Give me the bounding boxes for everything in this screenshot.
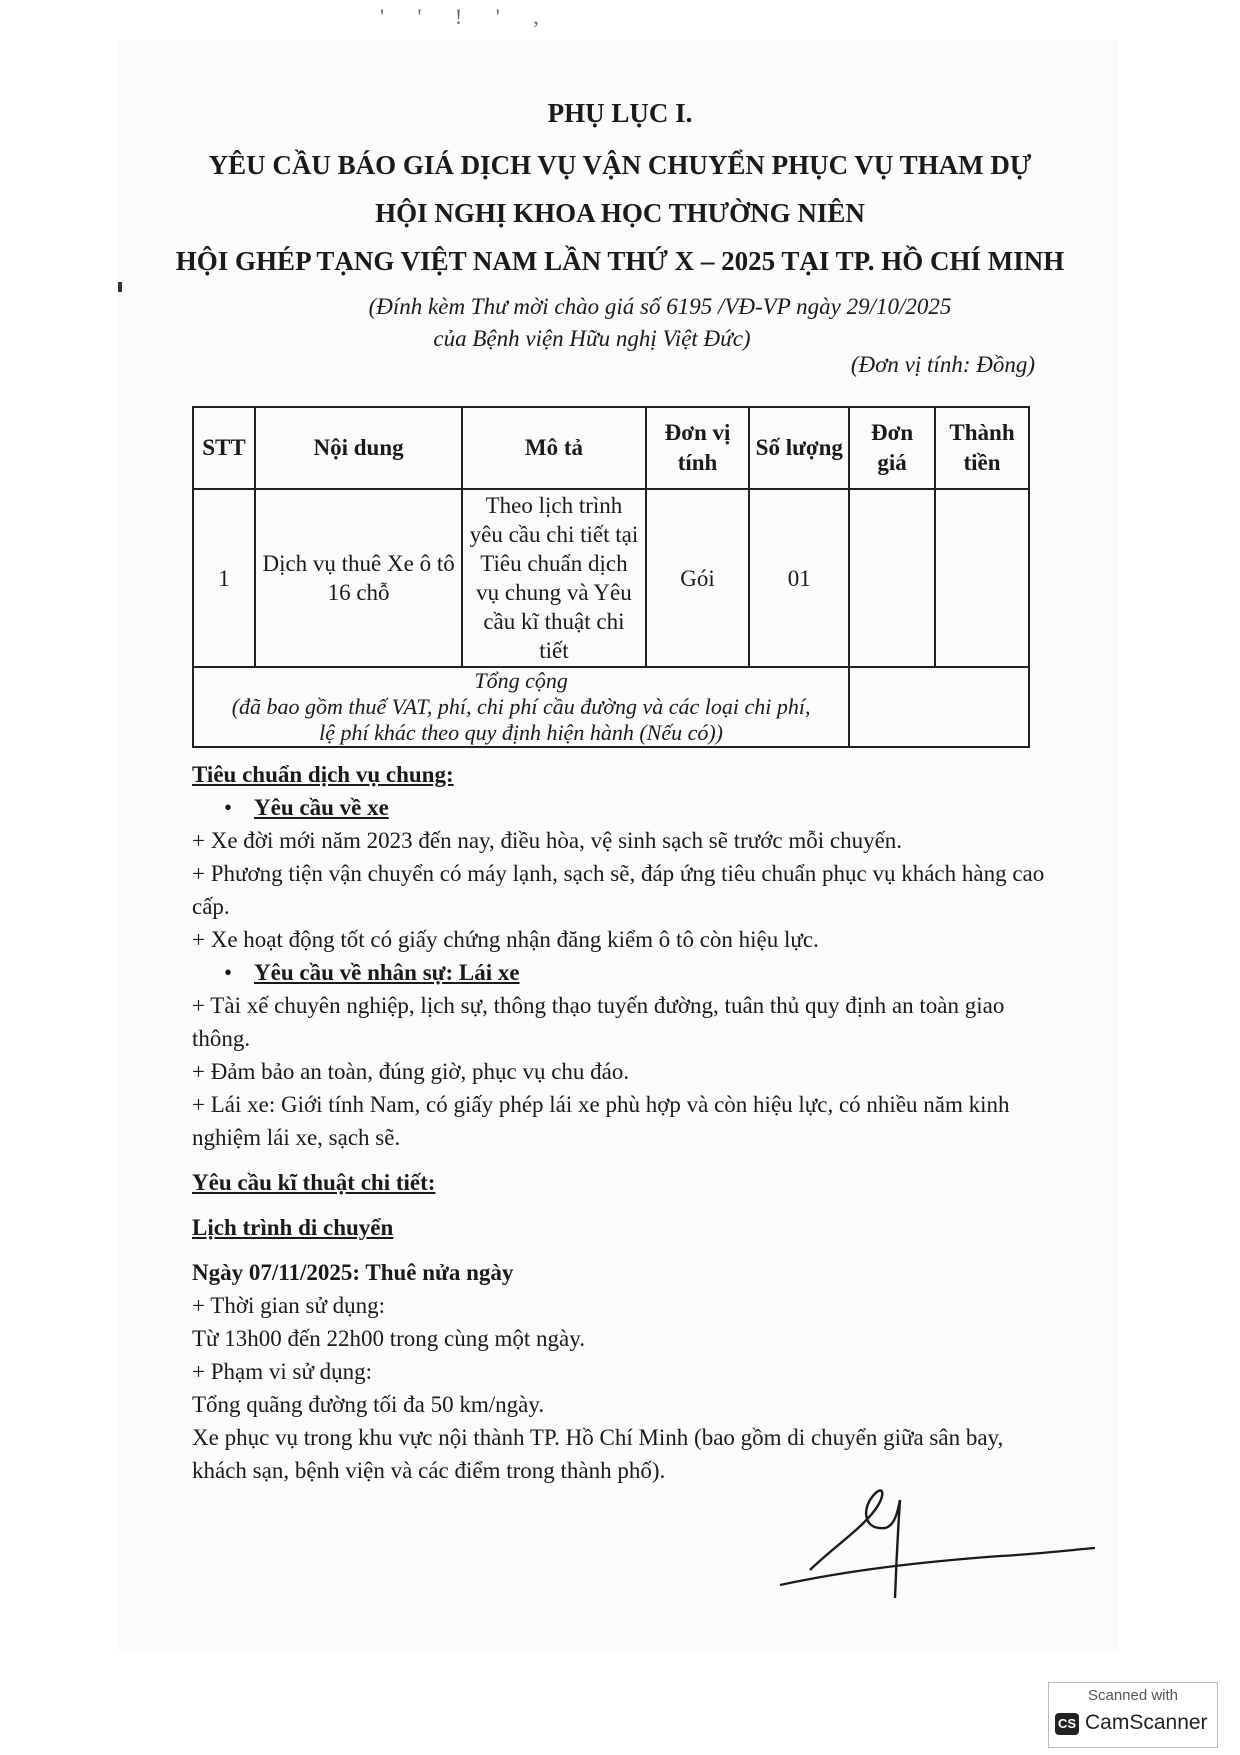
total-note-line-2: lệ phí khác theo quy định hiện hành (Nếu có)) <box>319 720 724 745</box>
technical-line: Tổng quãng đường tối đa 50 km/ngày. <box>192 1392 545 1417</box>
bullet-icon: • <box>224 795 233 820</box>
technical-line: Từ 13h00 đến 22h00 trong cùng một ngày. <box>192 1326 585 1351</box>
total-label: Tổng cộng <box>474 668 568 693</box>
bullet-icon: • <box>224 960 233 985</box>
currency-unit: (Đơn vị tính: Đồng) <box>850 352 1035 377</box>
cell-stt: 1 <box>193 489 255 667</box>
header-quantity: Số lượng <box>749 407 849 489</box>
header-stt: STT <box>193 407 255 489</box>
technical-line: + Thời gian sử dụng: <box>192 1293 386 1318</box>
cell-quantity: 01 <box>749 489 849 667</box>
table-total-row <box>193 667 1029 747</box>
watermark-text-top: Scanned with <box>1087 1687 1179 1704</box>
technical-title: Yêu cầu kĩ thuật chi tiết: <box>192 1170 436 1195</box>
camscanner-logo-icon: CS <box>1055 1713 1079 1735</box>
table-header-row <box>193 407 1029 489</box>
cell-unit: Gói <box>646 489 750 667</box>
cell-description: Theo lịch trình yêu cầu chi tiết tại Tiêu chuẩn dịch vụ chung và Yêu cầu kĩ thuật chi tiết <box>462 489 645 667</box>
general-standards-section <box>192 758 1052 1487</box>
technical-line: + Phạm vi sử dụng: <box>192 1359 373 1384</box>
watermark-brand: CamScanner <box>1085 1711 1208 1734</box>
document-title-line-2: HỘI NGHỊ KHOA HỌC THƯỜNG NIÊN <box>375 198 865 228</box>
handwritten-signature <box>770 1470 1100 1610</box>
attachment-note-line-2: của Bệnh viện Hữu nghị Việt Đức) <box>433 326 751 351</box>
itinerary-title: Lịch trình di chuyển <box>192 1215 394 1240</box>
vehicle-item: + Xe hoạt động tốt có giấy chứng nhận đăng kiểm ô tô còn hiệu lực. <box>192 927 819 952</box>
header-amount: Thành tiền <box>935 407 1029 489</box>
staff-item: + Tài xế chuyên nghiệp, lịch sự, thông thạo tuyến đường, tuân thủ quy định an toàn giao thông. <box>192 993 1005 1051</box>
cell-content: Dịch vụ thuê Xe ô tô 16 chỗ <box>255 489 462 667</box>
attachment-note-line-1: (Đính kèm Thư mời chào giá số 6195 /VĐ-VP ngày 29/10/2025 <box>368 294 952 319</box>
total-value-cell <box>849 667 1029 747</box>
document-title-line-3: HỘI GHÉP TẠNG VIỆT NAM LẦN THỨ X – 2025 TẠI TP. HỒ CHÍ MINH <box>175 246 1065 276</box>
vehicle-item: + Phương tiện vận chuyển có máy lạnh, sạch sẽ, đáp ứng tiêu chuẩn phục vụ khách hàng cao cấp. <box>192 861 1045 919</box>
scan-noise-dot <box>118 282 122 292</box>
staff-item: + Lái xe: Giới tính Nam, có giấy phép lái xe phù hợp và còn hiệu lực, có nhiều năm kinh nghiệm lái xe, sạch sẽ. <box>192 1092 1010 1150</box>
table-row <box>193 489 1029 667</box>
staff-item: + Đảm bảo an toàn, đúng giờ, phục vụ chu đáo. <box>192 1059 630 1084</box>
camscanner-watermark <box>1048 1682 1218 1748</box>
document-title-line-1: YÊU CẦU BÁO GIÁ DỊCH VỤ VẬN CHUYỂN PHỤC VỤ THAM DỰ <box>208 150 1032 180</box>
scan-noise: ' ' ! ' , <box>380 4 553 29</box>
day-heading: Ngày 07/11/2025: Thuê nửa ngày <box>192 1260 514 1285</box>
cell-unit-price <box>849 489 935 667</box>
header-unit: Đơn vị tính <box>646 407 750 489</box>
technical-line: Xe phục vụ trong khu vực nội thành TP. Hồ Chí Minh (bao gồm di chuyển giữa sân bay, khách sạn, bệnh viện và các điểm trong thành phố). <box>192 1425 1004 1483</box>
header-content: Nội dung <box>255 407 462 489</box>
general-standards-title: Tiêu chuẩn dịch vụ chung: <box>192 762 454 787</box>
header-description: Mô tả <box>462 407 645 489</box>
vehicle-heading: Yêu cầu về xe <box>254 795 389 820</box>
staff-heading: Yêu cầu về nhân sự: Lái xe <box>254 960 520 985</box>
quotation-table <box>192 406 1030 748</box>
appendix-title: PHỤ LỤC I. <box>547 98 693 128</box>
total-note-line-1: (đã bao gồm thuế VAT, phí, chi phí cầu đường và các loại chi phí, <box>231 694 811 719</box>
cell-amount <box>935 489 1029 667</box>
header-unit-price: Đơn giá <box>849 407 935 489</box>
total-label-cell <box>193 667 849 747</box>
vehicle-item: + Xe đời mới năm 2023 đến nay, điều hòa, vệ sinh sạch sẽ trước mỗi chuyến. <box>192 828 903 853</box>
